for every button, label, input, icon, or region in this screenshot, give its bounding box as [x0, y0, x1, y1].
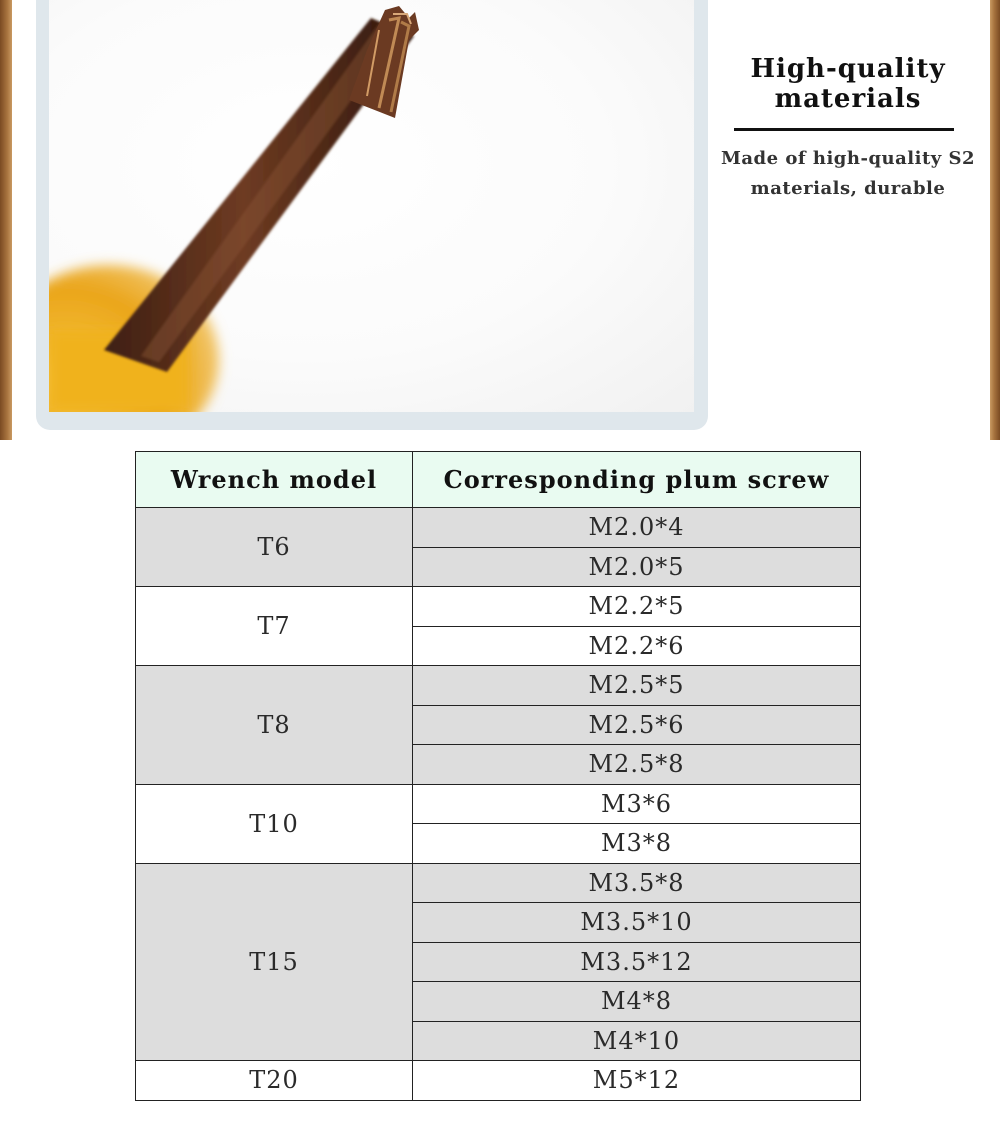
plum-screw-cell: M2.5*6: [413, 705, 861, 745]
wrench-screw-table: [135, 451, 861, 1101]
header-wrench-model: Wrench model: [136, 452, 413, 508]
table-row: [136, 863, 861, 903]
plum-screw-cell: M4*10: [413, 1021, 861, 1061]
feature-divider: [734, 128, 954, 131]
table-body: [136, 508, 861, 1101]
plum-screw-cell: M3.5*8: [413, 863, 861, 903]
wood-frame-left: [0, 0, 12, 440]
wrench-model-cell: T8: [136, 666, 413, 785]
feature-banner: [0, 0, 1000, 440]
plum-screw-cell: M2.0*4: [413, 508, 861, 548]
table-row: [136, 666, 861, 706]
wrench-model-cell: T6: [136, 508, 413, 587]
plum-screw-cell: M2.5*5: [413, 666, 861, 706]
photo-card: [36, 0, 708, 430]
plum-screw-cell: M2.2*5: [413, 587, 861, 627]
wood-frame-right: [990, 0, 1000, 440]
wrench-model-cell: T7: [136, 587, 413, 666]
plum-screw-cell: M3*8: [413, 824, 861, 864]
header-plum-screw: Corresponding plum screw: [413, 452, 861, 508]
plum-screw-cell: M4*8: [413, 982, 861, 1022]
table-header-row: [136, 452, 861, 508]
feature-description: Made of high-quality S2 materials, durable: [720, 148, 976, 199]
table-row: [136, 784, 861, 824]
wrench-model-cell: T20: [136, 1061, 413, 1101]
plum-screw-cell: M2.5*8: [413, 745, 861, 785]
feature-title: High-quality materials: [750, 54, 946, 114]
plum-screw-cell: M5*12: [413, 1061, 861, 1101]
wrench-model-cell: T10: [136, 784, 413, 863]
plum-screw-cell: M3.5*12: [413, 942, 861, 982]
table-row: [136, 508, 861, 548]
table-row: [136, 1061, 861, 1101]
plum-screw-cell: M2.0*5: [413, 547, 861, 587]
plum-screw-cell: M3*6: [413, 784, 861, 824]
table-row: [136, 587, 861, 627]
screwdriver-photo-icon: [49, 0, 694, 412]
wrench-model-cell: T15: [136, 863, 413, 1061]
feature-text-block: [716, 0, 980, 440]
plum-screw-cell: M3.5*10: [413, 903, 861, 943]
plum-screw-cell: M2.2*6: [413, 626, 861, 666]
